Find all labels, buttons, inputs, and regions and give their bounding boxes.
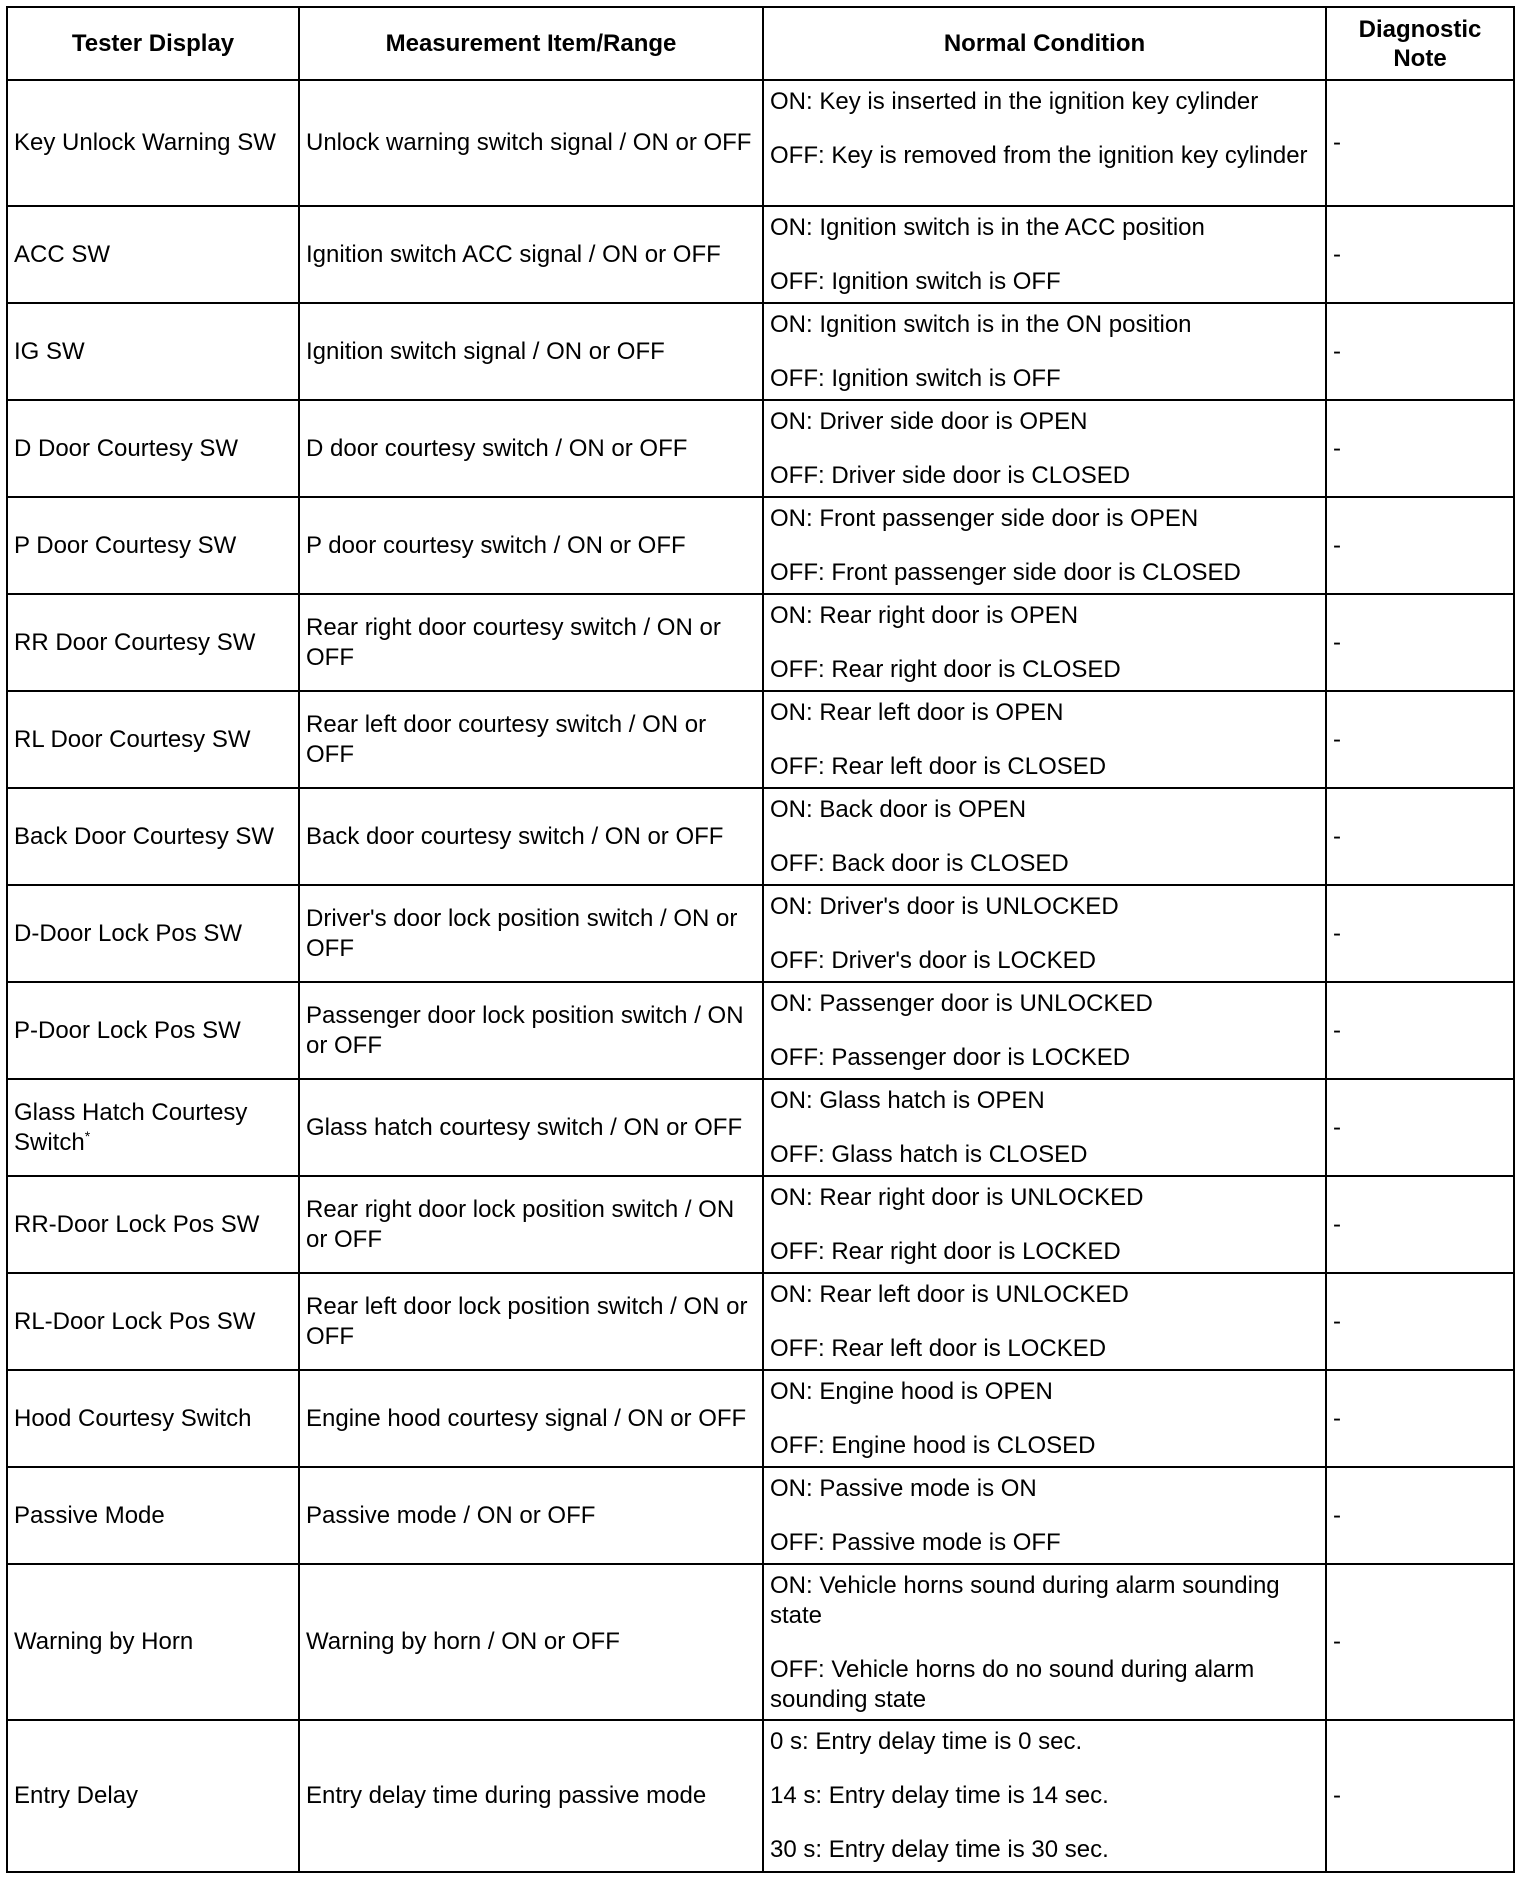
condition-line: ON: Rear left door is OPEN [770, 699, 1064, 726]
tester-display-cell [7, 1467, 299, 1564]
normal-condition-cell [763, 1370, 1326, 1467]
normal-condition-cell [763, 1079, 1326, 1176]
tester-display-text: Warning by Horn [14, 1628, 194, 1655]
diagnostic-note-cell: - [1326, 206, 1514, 303]
condition-line: 0 s: Entry delay time is 0 sec. [770, 1728, 1083, 1755]
table-row [7, 788, 1514, 885]
normal-condition-cell [763, 400, 1326, 497]
tester-display-text: P-Door Lock Pos SW [14, 1016, 241, 1044]
document [6, 6, 1515, 1873]
condition-line: OFF: Passenger door is LOCKED [770, 1044, 1131, 1071]
normal-condition-cell [763, 788, 1326, 885]
tester-display-cell [7, 1273, 299, 1370]
tester-display-text: Back Door Courtesy SW [14, 822, 275, 850]
condition-line: ON: Back door is OPEN [770, 796, 1027, 823]
condition-line: ON: Vehicle horns sound during alarm sounding state [770, 1572, 1280, 1629]
table-row [7, 594, 1514, 691]
table-row [7, 1079, 1514, 1176]
condition-line: OFF: Ignition switch is OFF [770, 365, 1061, 392]
condition-line: ON: Driver's door is UNLOCKED [770, 893, 1119, 920]
condition-line: OFF: Rear left door is LOCKED [770, 1335, 1107, 1362]
measurement-item-cell: Back door courtesy switch / ON or OFF [299, 788, 763, 885]
table-row [7, 206, 1514, 303]
diagnostic-note-cell: - [1326, 885, 1514, 982]
measurement-item-cell: Ignition switch ACC signal / ON or OFF [299, 206, 763, 303]
diagnostic-note-cell: - [1326, 400, 1514, 497]
header-diagnostic-note: Diagnostic Note [1326, 7, 1514, 80]
condition-line: ON: Rear right door is OPEN [770, 602, 1079, 629]
table-header-row [7, 7, 1514, 80]
normal-condition-cell [763, 1176, 1326, 1273]
diagnostic-note-cell: - [1326, 1720, 1514, 1872]
tester-display-table [6, 6, 1515, 1873]
tester-display-cell [7, 691, 299, 788]
measurement-item-cell: Passenger door lock position switch / ON or OFF [299, 982, 763, 1079]
tester-display-text: D Door Courtesy SW [14, 434, 239, 462]
tester-display-cell [7, 1079, 299, 1176]
tester-display-cell [7, 206, 299, 303]
tester-display-cell [7, 1564, 299, 1720]
condition-line: ON: Ignition switch is in the ON position [770, 311, 1192, 338]
tester-display-text: Entry Delay [14, 1782, 139, 1809]
measurement-item-cell: Entry delay time during passive mode [299, 1720, 763, 1872]
table-row [7, 400, 1514, 497]
condition-line: OFF: Back door is CLOSED [770, 850, 1069, 877]
tester-display-text: RL-Door Lock Pos SW [14, 1307, 256, 1335]
condition-line: ON: Passive mode is ON [770, 1475, 1037, 1502]
diagnostic-note-cell: - [1326, 691, 1514, 788]
table-row [7, 497, 1514, 594]
tester-display-cell [7, 788, 299, 885]
measurement-item-cell: Passive mode / ON or OFF [299, 1467, 763, 1564]
condition-line: ON: Rear left door is UNLOCKED [770, 1281, 1129, 1308]
measurement-item-cell: Glass hatch courtesy switch / ON or OFF [299, 1079, 763, 1176]
table-body [7, 80, 1514, 1872]
measurement-item-cell: Unlock warning switch signal / ON or OFF [299, 80, 763, 206]
measurement-item-cell: Rear right door courtesy switch / ON or OFF [299, 594, 763, 691]
tester-display-text: D-Door Lock Pos SW [14, 919, 243, 947]
tester-display-text: P Door Courtesy SW [14, 531, 237, 559]
condition-line: OFF: Driver side door is CLOSED [770, 462, 1131, 489]
header-measurement-item: Measurement Item/Range [299, 7, 763, 80]
measurement-item-cell: Rear right door lock position switch / ON or OFF [299, 1176, 763, 1273]
normal-condition-cell [763, 1273, 1326, 1370]
condition-line: OFF: Driver's door is LOCKED [770, 947, 1096, 974]
table-row [7, 1467, 1514, 1564]
condition-line: ON: Rear right door is UNLOCKED [770, 1184, 1144, 1211]
footnote-marker: * [84, 1127, 91, 1144]
diagnostic-note-cell: - [1326, 594, 1514, 691]
diagnostic-note-cell: - [1326, 788, 1514, 885]
normal-condition-cell [763, 1467, 1326, 1564]
diagnostic-note-cell: - [1326, 303, 1514, 400]
diagnostic-note-cell: - [1326, 1564, 1514, 1720]
table-row [7, 885, 1514, 982]
tester-display-text: Key Unlock Warning SW [14, 129, 276, 156]
diagnostic-note-cell: - [1326, 497, 1514, 594]
condition-line: ON: Passenger door is UNLOCKED [770, 990, 1153, 1017]
condition-line: ON: Driver side door is OPEN [770, 408, 1088, 435]
header-normal-condition: Normal Condition [763, 7, 1326, 80]
tester-display-cell [7, 80, 299, 206]
measurement-item-cell: Ignition switch signal / ON or OFF [299, 303, 763, 400]
normal-condition-cell [763, 885, 1326, 982]
normal-condition-cell [763, 982, 1326, 1079]
tester-display-cell [7, 982, 299, 1079]
table-row [7, 1720, 1514, 1872]
tester-display-cell [7, 1176, 299, 1273]
diagnostic-note-cell: - [1326, 1176, 1514, 1273]
tester-display-cell [7, 400, 299, 497]
normal-condition-cell [763, 303, 1326, 400]
header-tester-display: Tester Display [7, 7, 299, 80]
table-row [7, 691, 1514, 788]
measurement-item-cell: P door courtesy switch / ON or OFF [299, 497, 763, 594]
table-row [7, 80, 1514, 206]
condition-line: OFF: Engine hood is CLOSED [770, 1432, 1096, 1459]
condition-line: OFF: Key is removed from the ignition key cylinder [770, 142, 1308, 169]
table-row [7, 1176, 1514, 1273]
tester-display-cell [7, 1370, 299, 1467]
condition-line: ON: Engine hood is OPEN [770, 1378, 1053, 1405]
measurement-item-cell: Rear left door courtesy switch / ON or OFF [299, 691, 763, 788]
tester-display-text: IG SW [14, 337, 85, 365]
normal-condition-cell [763, 1720, 1326, 1872]
measurement-item-cell: Engine hood courtesy signal / ON or OFF [299, 1370, 763, 1467]
diagnostic-note-cell: - [1326, 80, 1514, 206]
measurement-item-cell: Rear left door lock position switch / ON or OFF [299, 1273, 763, 1370]
tester-display-text: Hood Courtesy Switch [14, 1404, 252, 1432]
diagnostic-note-cell: - [1326, 1273, 1514, 1370]
condition-line: 30 s: Entry delay time is 30 sec. [770, 1836, 1109, 1863]
tester-display-text: RL Door Courtesy SW [14, 725, 251, 753]
tester-display-cell [7, 1720, 299, 1872]
measurement-item-cell: D door courtesy switch / ON or OFF [299, 400, 763, 497]
diagnostic-note-cell: - [1326, 1079, 1514, 1176]
tester-display-cell [7, 497, 299, 594]
measurement-item-cell: Warning by horn / ON or OFF [299, 1564, 763, 1720]
normal-condition-cell [763, 594, 1326, 691]
tester-display-text: RR Door Courtesy SW [14, 628, 256, 656]
normal-condition-cell [763, 1564, 1326, 1720]
condition-line: ON: Front passenger side door is OPEN [770, 505, 1199, 532]
condition-line: OFF: Glass hatch is CLOSED [770, 1141, 1088, 1168]
tester-display-cell [7, 594, 299, 691]
condition-line: OFF: Ignition switch is OFF [770, 268, 1061, 295]
condition-line: OFF: Front passenger side door is CLOSED [770, 559, 1241, 586]
normal-condition-cell [763, 80, 1326, 206]
condition-line: OFF: Rear right door is CLOSED [770, 656, 1121, 683]
condition-line: ON: Key is inserted in the ignition key cylinder [770, 88, 1259, 115]
table-row [7, 1273, 1514, 1370]
normal-condition-cell [763, 497, 1326, 594]
table-row [7, 1564, 1514, 1720]
condition-line: OFF: Passive mode is OFF [770, 1529, 1061, 1556]
table-row [7, 1370, 1514, 1467]
tester-display-text: ACC SW [14, 240, 110, 268]
condition-line: 14 s: Entry delay time is 14 sec. [770, 1782, 1109, 1809]
tester-display-cell [7, 303, 299, 400]
normal-condition-cell [763, 691, 1326, 788]
table-row [7, 303, 1514, 400]
condition-line: ON: Ignition switch is in the ACC position [770, 214, 1205, 241]
condition-line: OFF: Vehicle horns do no sound during alarm sounding state [770, 1656, 1255, 1713]
tester-display-cell [7, 885, 299, 982]
table-row [7, 982, 1514, 1079]
condition-line: ON: Glass hatch is OPEN [770, 1087, 1045, 1114]
diagnostic-note-cell: - [1326, 1370, 1514, 1467]
tester-display-text: Passive Mode [14, 1501, 165, 1529]
tester-display-text: Glass Hatch Courtesy Switch [14, 1098, 248, 1156]
measurement-item-cell: Driver's door lock position switch / ON or OFF [299, 885, 763, 982]
normal-condition-cell [763, 206, 1326, 303]
condition-line: OFF: Rear left door is CLOSED [770, 753, 1107, 780]
tester-display-text: RR-Door Lock Pos SW [14, 1210, 260, 1238]
condition-line: OFF: Rear right door is LOCKED [770, 1238, 1121, 1265]
diagnostic-note-cell: - [1326, 1467, 1514, 1564]
diagnostic-note-cell: - [1326, 982, 1514, 1079]
